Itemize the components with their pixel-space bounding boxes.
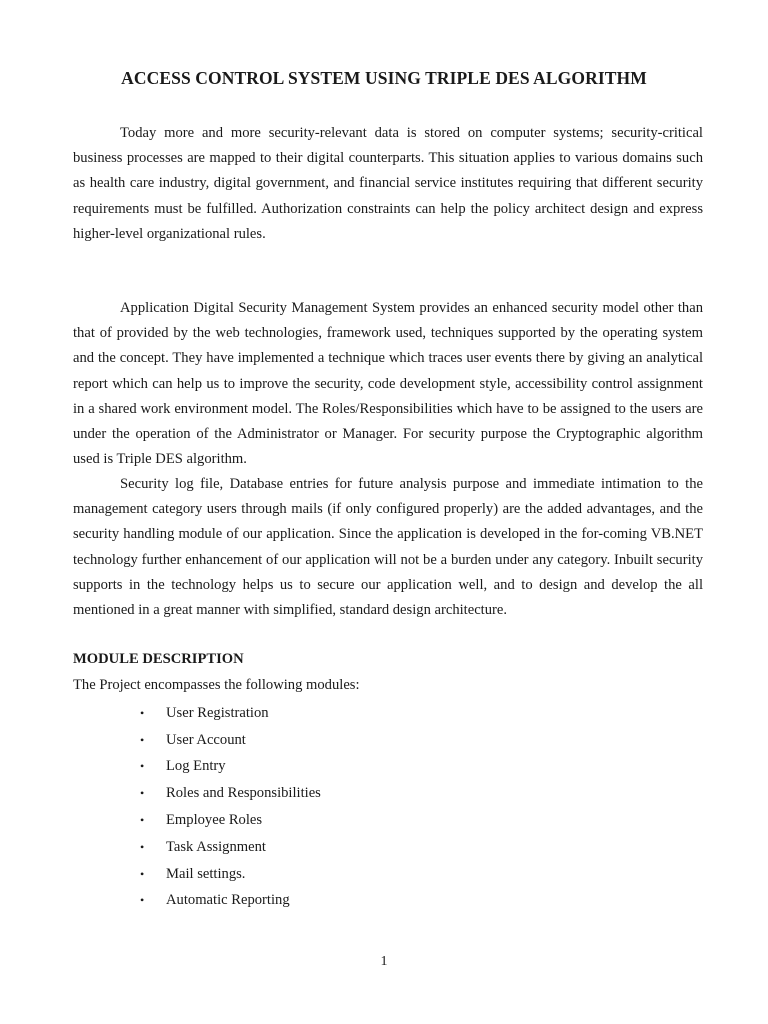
paragraph-security-system: Application Digital Security Management System provides an enhanced security model other than that of provided by the web technologies, framework used, techniques supported by the operating system and the concept. They have implemented a technique which traces user events there by giving an analytical report which can help us to improve the security, code development style, accessibility control assignment in a shared work environment model. The Roles/Responsibilities which have to be assigned to the users are under the operation of the Administrator or Manager. For security purpose the Cryptographic algorithm used is Triple DES algorithm.	[73, 300, 703, 468]
bullet-icon: •	[140, 732, 145, 747]
document-title: ACCESS CONTROL SYSTEM USING TRIPLE DES ALGORITHM	[121, 68, 647, 88]
bullet-icon: •	[140, 893, 145, 908]
list-item: • Roles and Responsibilities	[140, 785, 321, 802]
list-item: • User Registration	[140, 704, 269, 721]
list-item: • Automatic Reporting	[140, 892, 290, 909]
list-item: • Employee Roles	[140, 812, 263, 829]
paragraph-intro: Today more and more security-relevant data is stored on computer systems; security-critical business processes are mapped to their digital counterparts. This situation applies to various domains such as health care industry, digital government, and financial service institutes requiring that different security requirements must be fulfilled. Authorization constraints can help the policy architect design and express higher-level organizational rules.	[73, 125, 703, 242]
section-heading: MODULE DESCRIPTION	[73, 651, 244, 667]
paragraph-advantages: Security log file, Database entries for future analysis purpose and immediate intimation to the management category users through mails (if only configured properly) are the added advantages, and the security handling module of our application. Since the application is developed in the for-coming VB.NET technology further enhancement of our application will not be a burden under any category. Inbuilt security supports in the technology helps us to secure our application well, and to design and develop the all mentioned in a great manner with simplified, standard design architecture.	[73, 476, 703, 619]
bullet-icon: •	[140, 813, 145, 828]
list-item: • Task Assignment	[140, 838, 266, 855]
list-item: • User Account	[140, 731, 246, 748]
bullet-icon: •	[140, 759, 145, 774]
section-intro: The Project encompasses the following modules:	[73, 677, 360, 693]
bullet-icon: •	[140, 705, 145, 720]
module-list	[140, 700, 321, 914]
list-item: • Mail settings.	[140, 865, 246, 882]
bullet-icon: •	[140, 839, 145, 854]
page-number: 1	[380, 954, 388, 969]
list-item: • Log Entry	[140, 758, 226, 775]
bullet-icon: •	[140, 866, 145, 881]
bullet-icon: •	[140, 786, 145, 801]
